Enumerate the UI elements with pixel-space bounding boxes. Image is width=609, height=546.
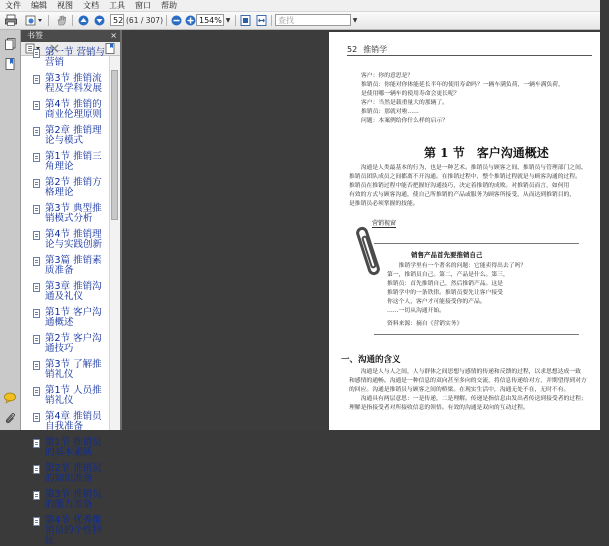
zoom-out-icon[interactable] [170,14,182,27]
bookmark-item[interactable] [21,282,110,308]
bookmarks-title: 书签 [27,31,43,40]
bookmark-page-icon [33,101,40,110]
bookmarks-panel [21,30,122,546]
bookmark-page-icon [33,179,40,188]
bookmark-item[interactable] [21,386,110,412]
bookmark-page-icon [33,205,40,214]
text-line: 有效的方式与顾客沟通，使自己所推销的产品或服务为顾客所接受，从而达到推销目的， [349,192,576,198]
bookmark-item[interactable] [21,74,110,100]
bookmark-item[interactable] [21,490,110,516]
bookmark-label: 第3篇 推销素质准备 [45,255,102,276]
header-rule [347,55,592,56]
text-line: ……一切从沟通开始。 [387,308,445,314]
bookmark-page-icon [33,283,40,292]
bookmark-label: 第2节 推销员的知识准备 [45,463,102,484]
text-line: 推销员：首先推销自己，然后推销产品。这是 [387,281,503,287]
bookmarks-panel-icon[interactable] [4,58,16,70]
dialogue-line: 是使用哪一辆车的使用寿命会更长呢？ [361,91,460,97]
bookmark-item[interactable] [21,438,110,464]
text-line: 沟通是人类最基本的行为，也是一种艺术。推销员与顾客之间、推销员与管理部门之间、 [349,165,587,171]
dialogue-line: 客户：当然是载重量大的那辆了。 [361,100,448,106]
dialogue-block [361,72,591,126]
bookmark-label: 第4章 推销员自我准备 [45,411,102,432]
navigation-pane-strip [0,30,21,430]
bookmark-page-icon [33,517,40,526]
scrollbar-thumb[interactable] [111,70,118,220]
subsection-heading: 一、沟通的含义 [341,355,401,365]
bookmark-label: 第4节 推销的商业伦理原则 [45,99,103,120]
bookmark-item[interactable] [21,256,110,282]
previous-page-icon[interactable] [77,14,90,27]
bookmark-page-icon [33,465,40,474]
bookmark-item[interactable] [21,126,110,152]
page-folio: 52 [347,45,358,54]
bookmark-page-icon [33,49,40,58]
pages-panel-icon[interactable] [4,38,16,50]
text-line: 推销学里有一个著名的问题：它能卖得出去了吗？ [387,263,527,269]
bookmark-item[interactable] [21,308,110,334]
bookmark-page-icon [33,309,40,318]
running-head-title: 推销学 [363,45,388,54]
fit-width-icon[interactable] [254,14,268,27]
menu-view[interactable]: 视图 [57,1,73,10]
next-page-icon[interactable] [93,14,106,27]
bookmark-label: 第2章 推销理论与模式 [45,125,102,146]
text-line: 的回应。沟通是推销员与顾客之间的桥梁。在现实生活中，沟通无处不在，无时不有。 [349,387,570,393]
comments-panel-icon[interactable] [4,392,16,404]
find-dropdown-icon[interactable]: ▼ [352,17,358,24]
case-label: 营销视窗 [372,220,397,227]
bookmark-page-icon [33,387,40,396]
bookmark-label: 第一节 营销与营销 [45,47,106,68]
dialogue-line: 推销员：你能对你体能延长半年的使用寿命吗？一辆车满负荷，一辆车满负荷， [361,82,564,88]
bookmark-page-icon [33,127,40,136]
bookmark-item[interactable] [21,48,110,74]
case-source: 资料来源：摘自《营销实务》 [387,321,463,327]
bookmark-item[interactable] [21,100,110,126]
zoom-input[interactable]: 154% [196,14,224,26]
text-line: 理解是指接受者对所接收信息的领悟。有效的沟通是双向的互动过程。 [349,405,529,411]
intro-paragraph [349,164,594,209]
section-title: 第 1 节 客户沟通概述 [424,146,549,160]
fit-page-icon[interactable] [238,14,252,27]
text-line: 第一，推销员自己。第二，产品是什么。第三， [387,272,509,278]
pdf-page [329,32,600,430]
bookmark-item[interactable] [21,230,110,256]
print-icon[interactable] [4,14,18,27]
bookmark-page-icon [33,153,40,162]
hand-tool-icon[interactable] [54,14,68,27]
text-line: 和感情的通畅。沟通是一种信息的双向甚至多向的交流，将信息传递给对方，并期望得到对方 [349,378,587,384]
text-line: 推销学中的一条铁律。推销员要先让客户接受 [387,290,503,296]
text-line: 你这个人，客户才可能接受你的产品。 [387,299,486,305]
dialogue-line: 客户：你的意思是？ [361,73,414,79]
text-line: 沟通具有两层意思：一是传递，二是理解。传递是指信息由发出者传送到接受者的过程； [349,396,587,402]
bookmark-item[interactable] [21,178,110,204]
bookmark-label: 第3节 了解推销礼仪 [45,359,102,380]
bookmark-label: 第1节 推销三角理论 [45,151,102,172]
bookmark-page-icon [33,361,40,370]
running-head [347,44,387,55]
bookmark-label: 第2节 推销方格理论 [45,177,102,198]
document-area[interactable] [122,30,600,430]
bookmark-page-icon [33,257,40,266]
bookmarks-scrollbar[interactable] [109,56,120,430]
bookmark-item[interactable] [21,152,110,178]
case-title: 销售产品首先要推销自己 [411,251,483,259]
zoom-in-icon[interactable] [184,14,196,27]
dialogue-line: 推销员：那就对啦…… [361,109,419,115]
watermark-stamp [543,349,609,386]
bookmark-label: 第3章 推销沟通及礼仪 [45,281,102,302]
bookmark-label: 第1节 客户沟通概述 [45,307,102,328]
menu-window[interactable]: 窗口 [135,1,151,10]
menu-bar [0,0,600,12]
menu-edit[interactable]: 编辑 [31,1,47,10]
page-count: (61 / 307) [126,16,164,25]
bookmark-page-icon [33,75,40,84]
page-number-input[interactable]: 52 [110,14,124,26]
attach-dropdown-icon[interactable] [24,14,44,27]
bookmark-label: 第4节 推销理论与实践创新 [45,229,103,250]
bookmark-label: 第3节 推销流程及学科发展 [45,73,103,94]
bookmark-label: 第1节 人员推销礼仪 [45,385,102,406]
bookmark-item[interactable] [21,464,110,490]
attachments-panel-icon[interactable] [4,412,16,424]
text-line: 是推销员必须掌握的技能。 [349,201,419,207]
menu-help[interactable]: 帮助 [161,1,177,10]
menu-file[interactable]: 文件 [5,1,21,10]
bookmark-page-icon [33,335,40,344]
bookmark-label: 第2节 客户沟通技巧 [45,333,102,354]
toolbar [0,12,600,30]
bookmark-page-icon [33,439,40,448]
bookmark-label: 第4节 优秀推销员的个性特征 [45,515,103,546]
case-text [387,262,577,316]
zoom-dropdown-icon[interactable]: ▼ [225,17,231,24]
bookmark-item[interactable] [21,334,110,360]
bookmark-label: 第3节 典型推销模式分析 [45,203,102,224]
text-line: 推销员团队成员之间都离不开沟通。在推销过程中，整个推销过程就是与顾客沟通的过程。 [349,174,581,180]
menu-tools[interactable]: 工具 [109,1,125,10]
bookmark-page-icon [33,491,40,500]
text-line: 推销员在推销过程中能否把握好沟通技巧，决定着推销的成败。对推销员而言，如何用 [349,183,570,189]
bookmark-item[interactable] [21,412,110,438]
bookmark-list [21,47,110,546]
bookmark-label: 第1节 推销员的基本素质 [45,437,102,458]
dialogue-line: 问题：本案例给你什么样的启示？ [361,118,448,124]
bookmarks-panel-header [21,30,120,42]
text-line: 沟通是人与人之间，人与群体之间思想与感情的传递和反馈的过程，以求思想达成一致 [349,369,581,375]
bookmark-item[interactable] [21,360,110,386]
menu-document[interactable]: 文档 [83,1,99,10]
bookmark-page-icon [33,231,40,240]
bookmark-item[interactable] [21,515,110,546]
find-input[interactable]: 查找 [275,14,351,26]
bookmark-item[interactable] [21,204,110,230]
close-icon[interactable]: × [110,31,117,40]
bookmark-label: 第3节 推销员的能力准备 [45,489,102,510]
bookmark-page-icon [33,413,40,422]
